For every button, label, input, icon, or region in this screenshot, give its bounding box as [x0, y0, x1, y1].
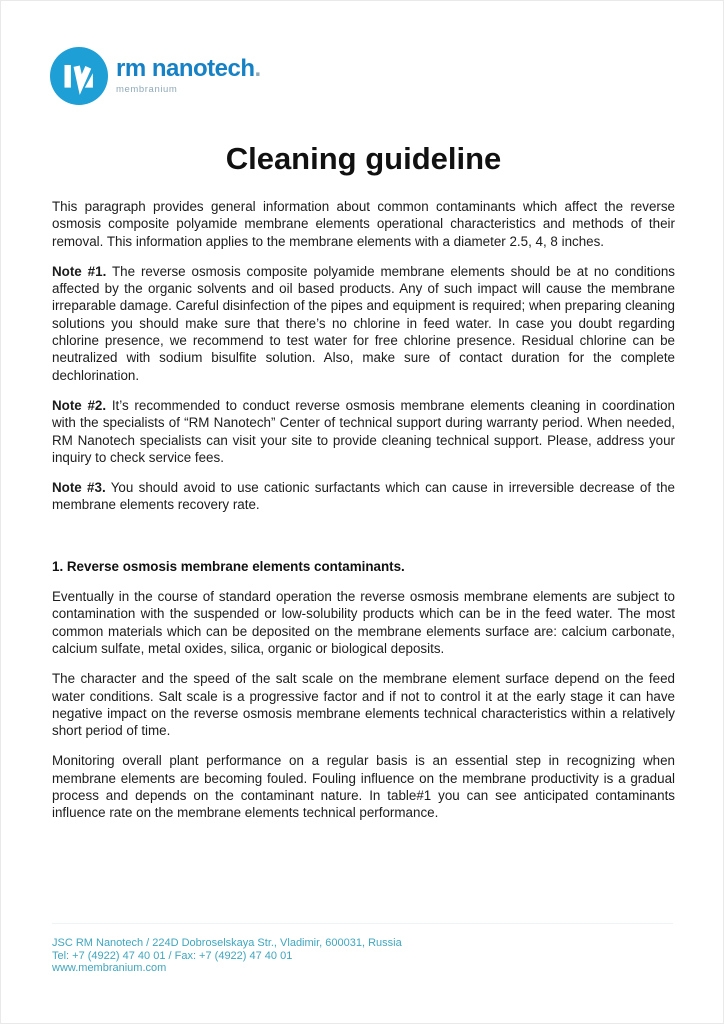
note-2 — [52, 397, 675, 466]
footer-address: JSC RM Nanotech / 224D Dobroselskaya Str., Vladimir, 600031, Russia — [52, 937, 402, 949]
section-1-paragraph-1: Eventually in the course of standard operation the reverse osmosis membrane elements are subject to contamination with the suspended or low-solubility products which can be in the feed water. The most common materials which can be deposited on the membrane elements surface are: calcium carbonate, calcium sulfate, metal oxides, silica, organic or biological deposits. — [52, 589, 675, 656]
note-1-label: Note #1. — [52, 263, 107, 279]
footer-phone-fax: Tel: +7 (4922) 47 40 01 / Fax: +7 (4922) 47 40 01 — [52, 949, 293, 962]
note-2-text: It’s recommended to conduct reverse osmosis membrane elements cleaning in coordination with the specialists of “RM Nanotech” Center of technical support during warranty period. When needed, RM Nanotech specialists can visit your site to provide cleaning technical support. Please, address your inquiry to check service fees. — [52, 397, 676, 465]
note-1 — [52, 263, 675, 384]
section-1-paragraph-2: The character and the speed of the salt scale on the membrane element surface depend on the feed water conditions. Salt scale is a progressive factor and if not to control it at the early stage it can have negative impact on the reverse osmosis membrane elements technical characteristics within a relatively short period of time. — [52, 671, 675, 739]
brand-tagline: membranium — [116, 84, 178, 95]
section-1-heading: 1. Reverse osmosis membrane elements contaminants. — [52, 558, 405, 574]
section-1-paragraph-3: Monitoring overall plant performance on a regular basis is an essential step in recognizing when membrane elements are becoming fouled. Fouling influence on the membrane productivity is a gradual process and depends on the contaminant nature. In table#1 you can see anticipated contaminants influence rate on the membrane elements technical performance. — [52, 753, 675, 821]
page-footer — [52, 923, 673, 975]
note-1-text: The reverse osmosis composite polyamide membrane elements should be at no conditions affected by the organic solvents and oil based products. Any of such impact will cause the membrane irreparable damage. Careful disinfection of the pipes and equipment is required; when preparing cleaning solutions you should make sure that there’s no chlorine in feed water. In case you doubt regarding chlorine presence, we recommend to test water for free chlorine presence. Residual chlorine can be neutralized with sodium bisulfite solution. Also, make sure of contact duration for the complete dechlorination. — [52, 263, 676, 383]
document-title: Cleaning guideline — [225, 141, 502, 176]
brand-dot: . — [254, 55, 261, 82]
intro-paragraph: This paragraph provides general information about common contaminants which affect the reverse osmosis composite polyamide membrane elements operational characteristics and methods of their removal. This information applies to the membrane elements with a diameter 2.5, 4, 8 inches. — [52, 199, 675, 249]
logo-text — [116, 57, 261, 95]
note-3-text: You should avoid to use cationic surfactants which can cause in irreversible decrease of the membrane elements recovery rate. — [52, 480, 675, 513]
note-2-label: Note #2. — [52, 397, 107, 413]
footer-website-link[interactable]: www.membranium.com — [52, 962, 167, 974]
brand-name: rm nanotech. — [116, 55, 261, 82]
note-3-label: Note #3. — [52, 480, 106, 496]
company-logo — [50, 47, 261, 105]
note-3 — [52, 479, 675, 514]
rm-nanotech-logo-icon — [50, 47, 108, 105]
document-body — [52, 141, 675, 835]
